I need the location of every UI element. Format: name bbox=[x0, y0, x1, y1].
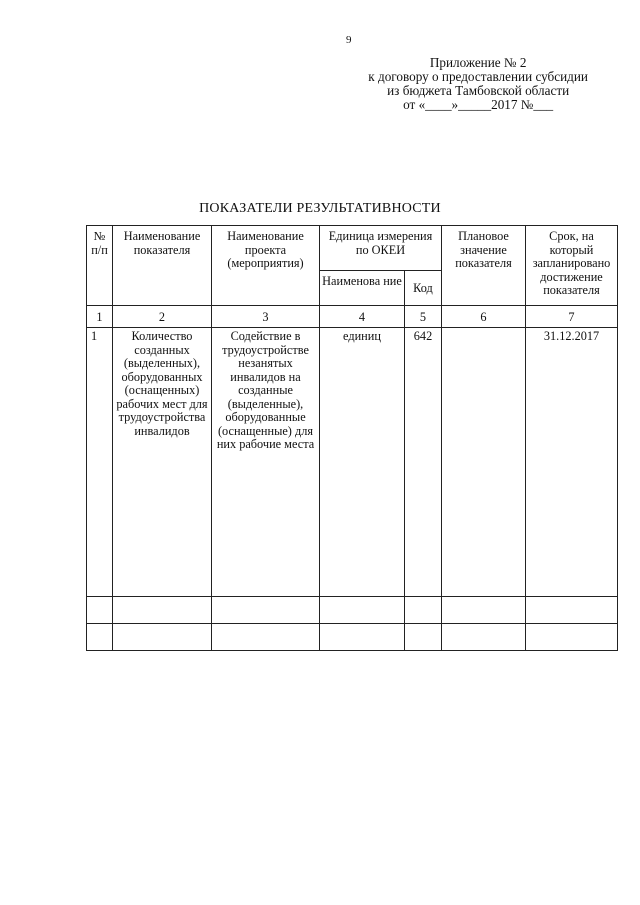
column-number: 3 bbox=[212, 306, 320, 328]
appendix-line-1: Приложение № 2 bbox=[429, 55, 527, 70]
column-number: 5 bbox=[405, 306, 442, 328]
appendix-line-2: к договору о предоставлении субсидии bbox=[368, 69, 588, 84]
table-row bbox=[87, 328, 618, 597]
header-row-1 bbox=[87, 226, 618, 271]
empty-row bbox=[87, 624, 618, 651]
empty-row bbox=[87, 597, 618, 624]
header-planned: Плановое значение показателя bbox=[442, 226, 526, 306]
column-number: 2 bbox=[113, 306, 212, 328]
document-title: ПОКАЗАТЕЛИ РЕЗУЛЬТАТИВНОСТИ bbox=[199, 201, 441, 216]
header-project: Наименование проекта (мероприятия) bbox=[212, 226, 320, 306]
row-indicator: Количество созданных (выделенных), оборудованных (оснащенных) рабочих мест для трудоустройства инвалидов bbox=[113, 328, 212, 597]
row-unit-code: 642 bbox=[405, 328, 442, 597]
appendix-block bbox=[368, 56, 588, 112]
header-deadline: Срок, на который запланировано достижение показателя bbox=[526, 226, 618, 306]
header-unit: Единица измерения по ОКЕИ bbox=[320, 226, 442, 271]
header-unit-name: Наименова ние bbox=[320, 271, 405, 306]
appendix-line-3: из бюджета Тамбовской области bbox=[387, 83, 570, 98]
header-indicator: Наименование показателя bbox=[113, 226, 212, 306]
row-unit-name: единиц bbox=[320, 328, 405, 597]
page-number: 9 bbox=[346, 34, 352, 46]
header-num: № п/п bbox=[87, 226, 113, 306]
column-number: 6 bbox=[442, 306, 526, 328]
row-deadline: 31.12.2017 bbox=[526, 328, 618, 597]
row-planned bbox=[442, 328, 526, 597]
column-number-row bbox=[87, 306, 618, 328]
row-num: 1 bbox=[87, 328, 113, 597]
column-number: 4 bbox=[320, 306, 405, 328]
column-number: 7 bbox=[526, 306, 618, 328]
appendix-line-4: от «____»_____2017 №___ bbox=[403, 97, 554, 112]
header-unit-code: Код bbox=[405, 271, 442, 306]
row-project: Содействие в трудоустройстве незанятых инвалидов на созданные (выделенные), оборудованные (оснащенные) для них рабочие места bbox=[212, 328, 320, 597]
indicators-table bbox=[86, 225, 618, 651]
column-number: 1 bbox=[87, 306, 113, 328]
